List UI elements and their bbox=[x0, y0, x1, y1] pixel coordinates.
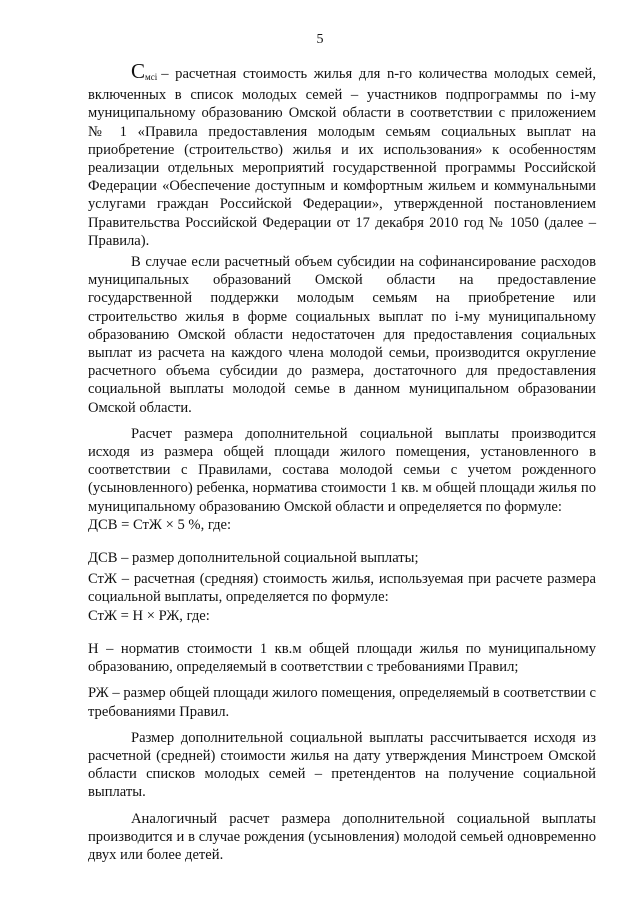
definition-dsv: ДСВ – размер дополнительной социальной выплаты; bbox=[88, 550, 419, 567]
paragraph-cmsi-definition bbox=[88, 59, 596, 250]
definition-n: Н – норматив стоимости 1 кв.м общей площади жилья по муниципальному образованию, определяемый в соответствии с требованиями Правил; bbox=[88, 640, 596, 676]
definition-stzh: СтЖ – расчетная (средняя) стоимость жилья, используемая при расчете размера социальной выплаты, определяется по формуле: bbox=[88, 571, 596, 606]
paragraph-additional-payment: Расчет размера дополнительной социальной выплаты производится исходя из размера общей площади жилого помещения, установленного в соответствии с Правилами, состава молодой семьи с учетом рожденного (усыновленного) ребенка, норматива стоимости 1 кв. м общей площади жилья по муниципальному образованию Омской области и определяется по формуле: bbox=[88, 425, 596, 515]
paragraph-subsidy-rounding: В случае если расчетный объем субсидии на софинансирование расходов муниципальных образований Омской области на предоставление государственной поддержки молодым семьям на приобретение или строительство жилья в форме социальных выплат по і-му муниципальному образованию Омской области недостаточен для предоставления социальных выплат из расчета на каждого члена молодой семьи, производится округление расчетного объема субсидии до размера, достаточного для предоставления социальной выплаты молодой семье в данном муниципальном образовании Омской области. bbox=[88, 254, 596, 416]
formula-dsv: ДСВ = СтЖ × 5 %, где: bbox=[88, 516, 232, 533]
formula-stzh: СтЖ = Н × РЖ, где: bbox=[88, 607, 210, 624]
definition-rzh: РЖ – размер общей площади жилого помещения, определяемый в соответствии с требованиями Правил. bbox=[88, 685, 596, 720]
document-body bbox=[88, 59, 596, 864]
paragraph-calculation-date: Размер дополнительной социальной выплаты рассчитывается исходя из расчетной (средней) стоимости жилья на дату утверждения Минстроем Омской области списков молодых семей – претендентов на получение социальной выплаты. bbox=[88, 729, 596, 801]
symbol-c: С bbox=[131, 59, 146, 83]
paragraph-multiple-children: Аналогичный расчет размера дополнительной социальной выплаты производится и в случае рождения (усыновления) молодой семьей одновременно двух или более детей. bbox=[88, 810, 596, 863]
page-number: 5 bbox=[316, 32, 324, 47]
cmsi-definition-text: – расчетная стоимость жилья для n-го количества молодых семей, включенных в список молодых семей – участников подпрограммы по і-му муниципальному образованию Омской области в соответствии с приложением № 1 «Правила предоставления молодым семьям социальных выплат на приобретение (строительство) жилья и их использования» к особенностям реализации отдельных мероприятий государственной программы Российской Федерации «Обеспечение доступным и комфортным жильем и коммунальными услугами граждан Российской Федерации», утвержденной постановлением Правительства Российской Федерации от 17 декабря 2010 год № 1050 (далее – Правила). bbox=[88, 66, 596, 249]
symbol-subscript: мсі bbox=[145, 72, 158, 82]
